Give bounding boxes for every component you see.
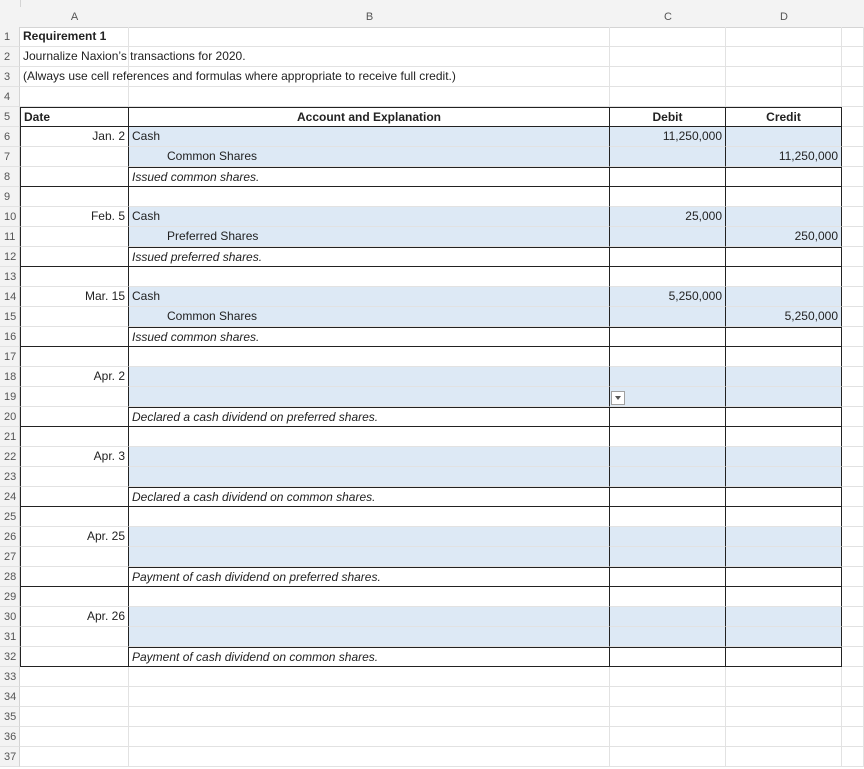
date-cell[interactable] — [20, 647, 129, 667]
debit-amount-cell[interactable]: 5,250,000 — [610, 287, 726, 307]
cell[interactable] — [610, 407, 726, 427]
cell[interactable] — [726, 567, 842, 587]
debit-account-cell[interactable]: Cash — [129, 127, 610, 147]
cell[interactable] — [129, 27, 610, 47]
credit-amount-cell[interactable]: 5,250,000 — [726, 307, 842, 327]
row-header[interactable]: 15 — [0, 307, 20, 327]
entry-date[interactable]: Apr. 2 — [20, 367, 129, 387]
cell[interactable] — [842, 47, 864, 67]
row-header[interactable]: 35 — [0, 707, 20, 727]
credit-amount-cell[interactable]: 11,250,000 — [726, 147, 842, 167]
row-header[interactable]: 9 — [0, 187, 20, 207]
credit-amount-cell[interactable] — [726, 527, 842, 547]
requirement-title[interactable]: Requirement 1 — [20, 27, 129, 47]
row-header[interactable]: 19 — [0, 387, 20, 407]
cell[interactable] — [726, 187, 842, 207]
cell[interactable] — [842, 447, 864, 467]
cell[interactable] — [842, 247, 864, 267]
credit-amount-cell[interactable] — [726, 287, 842, 307]
cell[interactable] — [20, 727, 129, 747]
date-cell[interactable] — [20, 467, 129, 487]
cell[interactable] — [610, 47, 726, 67]
row-header[interactable]: 14 — [0, 287, 20, 307]
cell[interactable] — [610, 427, 726, 447]
row-header[interactable]: 11 — [0, 227, 20, 247]
credit-header[interactable]: Credit — [726, 107, 842, 127]
cell[interactable] — [842, 527, 864, 547]
date-cell[interactable] — [20, 227, 129, 247]
cell[interactable] — [842, 27, 864, 47]
cell[interactable] — [20, 707, 129, 727]
cell[interactable] — [610, 187, 726, 207]
debit-amount-cell[interactable] — [610, 607, 726, 627]
cell[interactable] — [726, 67, 842, 87]
row-header[interactable]: 26 — [0, 527, 20, 547]
credit-account-cell[interactable] — [129, 387, 610, 407]
toolbar-strip — [20, 0, 864, 7]
cell[interactable] — [842, 127, 864, 147]
explanation-cell[interactable]: Issued common shares. — [129, 167, 610, 187]
cell[interactable] — [129, 67, 610, 87]
debit-amount-cell[interactable] — [610, 367, 726, 387]
row-header[interactable]: 29 — [0, 587, 20, 607]
date-cell[interactable] — [20, 247, 129, 267]
cell[interactable] — [610, 327, 726, 347]
row-header[interactable]: 2 — [0, 47, 20, 67]
cell[interactable] — [726, 507, 842, 527]
row-header[interactable]: 12 — [0, 247, 20, 267]
cell[interactable] — [129, 187, 610, 207]
cell[interactable] — [610, 727, 726, 747]
date-cell[interactable] — [20, 387, 129, 407]
cell[interactable] — [842, 507, 864, 527]
cell[interactable] — [726, 667, 842, 687]
cell[interactable] — [842, 627, 864, 647]
debit-account-cell[interactable] — [129, 447, 610, 467]
cell[interactable] — [129, 727, 610, 747]
cell[interactable] — [20, 687, 129, 707]
cell[interactable] — [842, 407, 864, 427]
explanation-cell[interactable]: Payment of cash dividend on common shares. — [129, 647, 610, 667]
cell[interactable] — [842, 367, 864, 387]
credit-amount-cell[interactable] — [726, 607, 842, 627]
cell[interactable] — [842, 747, 864, 767]
row-header[interactable]: 16 — [0, 327, 20, 347]
row-header[interactable]: 37 — [0, 747, 20, 767]
row-header[interactable]: 7 — [0, 147, 20, 167]
entry-date[interactable]: Mar. 15 — [20, 287, 129, 307]
cell[interactable] — [726, 247, 842, 267]
cell[interactable] — [726, 687, 842, 707]
cell[interactable] — [726, 87, 842, 107]
debit-account-cell[interactable] — [129, 607, 610, 627]
cell[interactable] — [129, 427, 610, 447]
credit-account-cell[interactable] — [129, 467, 610, 487]
row-header[interactable]: 8 — [0, 167, 20, 187]
cell[interactable] — [610, 507, 726, 527]
date-cell[interactable] — [20, 407, 129, 427]
cell[interactable] — [129, 347, 610, 367]
cell[interactable] — [842, 187, 864, 207]
credit-amount-cell[interactable] — [726, 367, 842, 387]
cell[interactable] — [129, 507, 610, 527]
date-cell[interactable] — [20, 267, 129, 287]
cell[interactable] — [129, 87, 610, 107]
debit-amount-cell[interactable] — [610, 307, 726, 327]
explanation-cell[interactable]: Payment of cash dividend on preferred shares. — [129, 567, 610, 587]
cell[interactable] — [726, 267, 842, 287]
cell[interactable] — [610, 27, 726, 47]
column-header-d[interactable]: D — [726, 7, 843, 28]
cell[interactable] — [842, 167, 864, 187]
row-header[interactable]: 25 — [0, 507, 20, 527]
instruction-text[interactable]: Journalize Naxion’s transactions for 2020. — [20, 47, 129, 67]
row-header[interactable]: 30 — [0, 607, 20, 627]
cell[interactable] — [842, 87, 864, 107]
credit-amount-cell[interactable] — [726, 447, 842, 467]
cell[interactable] — [610, 67, 726, 87]
column-header-extra[interactable] — [842, 7, 864, 28]
cell[interactable] — [726, 727, 842, 747]
row-header[interactable]: 24 — [0, 487, 20, 507]
cell[interactable] — [610, 347, 726, 367]
credit-account-cell[interactable]: Common Shares — [129, 147, 610, 167]
date-header[interactable]: Date — [20, 107, 129, 127]
cell[interactable] — [726, 487, 842, 507]
credit-account-cell[interactable]: Common Shares — [129, 307, 610, 327]
account-header[interactable]: Account and Explanation — [129, 107, 610, 127]
row-header[interactable]: 34 — [0, 687, 20, 707]
cell[interactable] — [610, 747, 726, 767]
cell[interactable] — [726, 587, 842, 607]
cell[interactable] — [129, 587, 610, 607]
cell[interactable] — [610, 247, 726, 267]
row-header[interactable]: 23 — [0, 467, 20, 487]
cell[interactable] — [842, 107, 864, 127]
date-cell[interactable] — [20, 347, 129, 367]
cell[interactable] — [842, 387, 864, 407]
date-cell[interactable] — [20, 167, 129, 187]
cell[interactable] — [842, 567, 864, 587]
row-header[interactable]: 33 — [0, 667, 20, 687]
cell[interactable] — [610, 707, 726, 727]
entry-date[interactable]: Apr. 25 — [20, 527, 129, 547]
row-header[interactable]: 32 — [0, 647, 20, 667]
date-cell[interactable] — [20, 187, 129, 207]
debit-amount-cell[interactable] — [610, 387, 726, 407]
credit-amount-cell[interactable] — [726, 627, 842, 647]
cell[interactable] — [726, 347, 842, 367]
date-cell[interactable] — [20, 507, 129, 527]
cell[interactable] — [842, 467, 864, 487]
row-header[interactable]: 3 — [0, 67, 20, 87]
cell[interactable] — [610, 267, 726, 287]
debit-amount-cell[interactable]: 11,250,000 — [610, 127, 726, 147]
cell[interactable] — [20, 747, 129, 767]
row-header[interactable]: 10 — [0, 207, 20, 227]
cell[interactable] — [129, 667, 610, 687]
cell[interactable] — [726, 47, 842, 67]
cell-dropdown-button[interactable] — [611, 391, 625, 405]
cell[interactable] — [610, 487, 726, 507]
date-cell[interactable] — [20, 627, 129, 647]
credit-amount-cell[interactable] — [726, 547, 842, 567]
cell[interactable] — [726, 327, 842, 347]
row-header[interactable]: 13 — [0, 267, 20, 287]
cell[interactable] — [842, 207, 864, 227]
cell[interactable] — [610, 167, 726, 187]
row-header[interactable]: 20 — [0, 407, 20, 427]
row-header[interactable]: 1 — [0, 27, 20, 47]
credit-amount-cell[interactable] — [726, 387, 842, 407]
row-header[interactable]: 18 — [0, 367, 20, 387]
cell[interactable] — [842, 287, 864, 307]
note-text[interactable]: (Always use cell references and formulas where appropriate to receive full credit.) — [20, 67, 129, 87]
row-header[interactable]: 22 — [0, 447, 20, 467]
cell[interactable] — [842, 587, 864, 607]
row-header[interactable]: 28 — [0, 567, 20, 587]
entry-date[interactable]: Feb. 5 — [20, 207, 129, 227]
cell[interactable] — [842, 227, 864, 247]
debit-account-cell[interactable] — [129, 367, 610, 387]
cell[interactable] — [610, 667, 726, 687]
entry-date[interactable]: Jan. 2 — [20, 127, 129, 147]
credit-account-cell[interactable] — [129, 547, 610, 567]
cell[interactable] — [842, 547, 864, 567]
debit-amount-cell[interactable] — [610, 627, 726, 647]
select-all-corner[interactable] — [0, 0, 21, 28]
cell[interactable] — [842, 487, 864, 507]
debit-amount-cell[interactable] — [610, 527, 726, 547]
column-header-c[interactable]: C — [610, 7, 727, 28]
cell[interactable] — [842, 307, 864, 327]
date-cell[interactable] — [20, 307, 129, 327]
cell[interactable] — [129, 687, 610, 707]
cell[interactable] — [20, 87, 129, 107]
debit-amount-cell[interactable] — [610, 147, 726, 167]
cell[interactable] — [610, 647, 726, 667]
explanation-cell[interactable]: Issued preferred shares. — [129, 247, 610, 267]
cell[interactable] — [726, 27, 842, 47]
cell[interactable] — [726, 407, 842, 427]
cell[interactable] — [842, 67, 864, 87]
cell[interactable] — [726, 707, 842, 727]
cell[interactable] — [842, 607, 864, 627]
cell[interactable] — [20, 667, 129, 687]
cell[interactable] — [129, 47, 610, 67]
column-header-a[interactable]: A — [20, 7, 130, 28]
cell[interactable] — [842, 427, 864, 447]
entry-date[interactable]: Apr. 26 — [20, 607, 129, 627]
row-header[interactable]: 27 — [0, 547, 20, 567]
cell[interactable] — [726, 167, 842, 187]
debit-amount-cell[interactable] — [610, 447, 726, 467]
date-cell[interactable] — [20, 567, 129, 587]
explanation-cell[interactable]: Declared a cash dividend on common shares. — [129, 487, 610, 507]
column-header-b[interactable]: B — [129, 7, 611, 28]
row-header[interactable]: 4 — [0, 87, 20, 107]
date-cell[interactable] — [20, 587, 129, 607]
credit-account-cell[interactable] — [129, 627, 610, 647]
credit-amount-cell[interactable]: 250,000 — [726, 227, 842, 247]
cell[interactable] — [610, 687, 726, 707]
credit-account-cell[interactable]: Preferred Shares — [129, 227, 610, 247]
explanation-cell[interactable]: Declared a cash dividend on preferred shares. — [129, 407, 610, 427]
debit-header[interactable]: Debit — [610, 107, 726, 127]
cell[interactable] — [129, 267, 610, 287]
cell[interactable] — [842, 687, 864, 707]
credit-amount-cell[interactable] — [726, 127, 842, 147]
row-header[interactable]: 21 — [0, 427, 20, 447]
date-cell[interactable] — [20, 547, 129, 567]
cell[interactable] — [129, 707, 610, 727]
cell[interactable] — [610, 87, 726, 107]
cell[interactable] — [726, 427, 842, 447]
cell[interactable] — [842, 147, 864, 167]
debit-amount-cell[interactable] — [610, 467, 726, 487]
date-cell[interactable] — [20, 147, 129, 167]
cell[interactable] — [842, 347, 864, 367]
debit-amount-cell[interactable]: 25,000 — [610, 207, 726, 227]
cell[interactable] — [842, 647, 864, 667]
cell[interactable] — [842, 707, 864, 727]
row-header[interactable]: 5 — [0, 107, 20, 127]
cell[interactable] — [726, 647, 842, 667]
credit-amount-cell[interactable] — [726, 207, 842, 227]
cell[interactable] — [610, 587, 726, 607]
cell[interactable] — [842, 327, 864, 347]
cell[interactable] — [842, 267, 864, 287]
debit-amount-cell[interactable] — [610, 227, 726, 247]
row-header[interactable]: 17 — [0, 347, 20, 367]
debit-account-cell[interactable]: Cash — [129, 207, 610, 227]
debit-account-cell[interactable] — [129, 527, 610, 547]
entry-date[interactable]: Apr. 3 — [20, 447, 129, 467]
row-header[interactable]: 31 — [0, 627, 20, 647]
date-cell[interactable] — [20, 487, 129, 507]
cell[interactable] — [842, 727, 864, 747]
cell[interactable] — [129, 747, 610, 767]
date-cell[interactable] — [20, 427, 129, 447]
date-cell[interactable] — [20, 327, 129, 347]
cell[interactable] — [842, 667, 864, 687]
explanation-cell[interactable]: Issued common shares. — [129, 327, 610, 347]
cell[interactable] — [726, 747, 842, 767]
debit-account-cell[interactable]: Cash — [129, 287, 610, 307]
credit-amount-cell[interactable] — [726, 467, 842, 487]
row-header[interactable]: 6 — [0, 127, 20, 147]
row-header[interactable]: 36 — [0, 727, 20, 747]
cell[interactable] — [610, 567, 726, 587]
debit-amount-cell[interactable] — [610, 547, 726, 567]
